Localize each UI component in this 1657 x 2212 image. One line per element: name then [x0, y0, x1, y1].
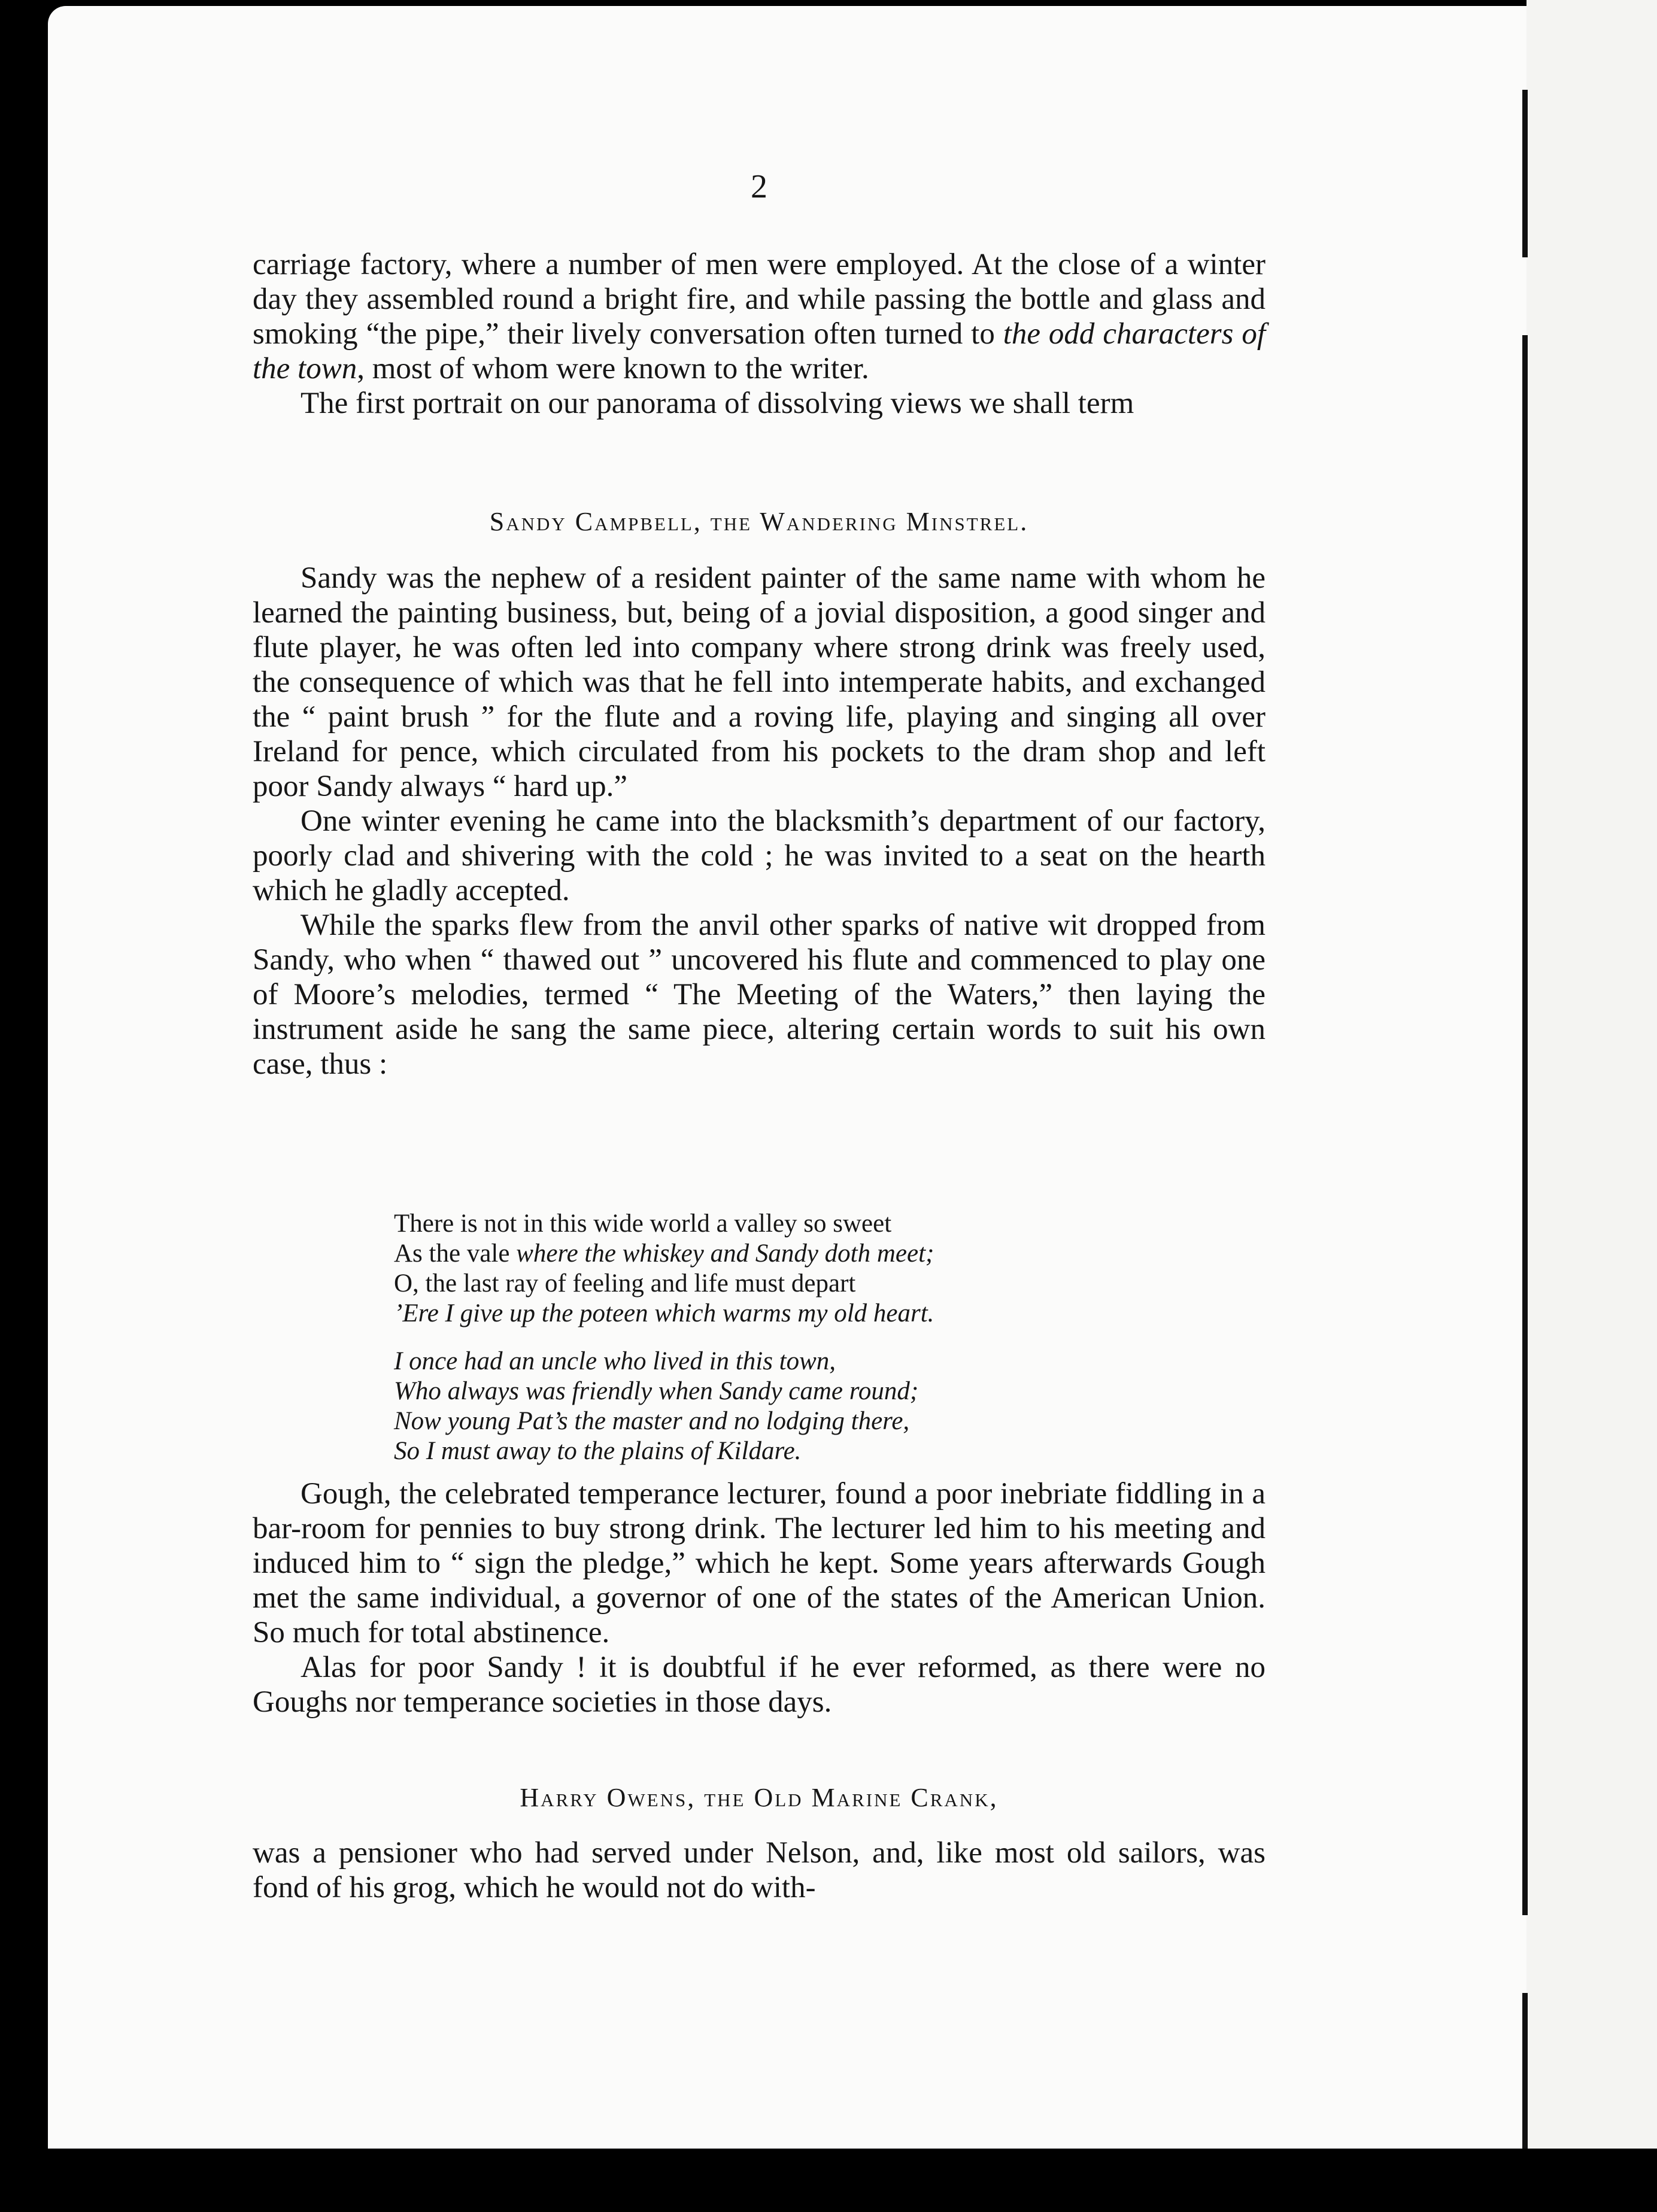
binding-edge	[1522, 335, 1528, 958]
verse-line	[394, 1239, 1232, 1269]
verse-stanza-1	[394, 1209, 1232, 1329]
verse-line: Who always was friendly when Sandy came round;	[394, 1377, 919, 1405]
paragraph-intro	[253, 247, 1265, 421]
verse-line: So I must away to the plains of Kildare.	[394, 1437, 802, 1465]
verse-line: I once had an uncle who lived in this town,	[394, 1347, 836, 1375]
verse-line: O, the last ray of feeling and life must depart	[394, 1269, 856, 1298]
paragraph-sandy-nephew: Sandy was the nephew of a resident painter of the same name with whom he learned the painting business, but, being of a jovial disposition, a good singer and flute player, he was often led into company where strong drink was freely used, the consequence of which was that he fell into intemperate habits, and exchanged the “ paint brush ” for the flute and a roving life, playing and singing all over Ireland for pence, which circulated from his pockets to the dram shop and left poor Sandy always “ hard up.”	[253, 561, 1265, 803]
scan-bottom-border	[0, 2149, 1657, 2212]
paragraph-text: , most of whom were known to the writer.	[357, 352, 869, 385]
paragraph-alas: Alas for poor Sandy ! it is doubtful if he ever reformed, as there were no Goughs nor temperance societies in those days.	[253, 1651, 1265, 1719]
verse-text: As the vale	[394, 1239, 517, 1268]
verse-line: ’Ere I give up the poteen which warms my old heart.	[394, 1299, 934, 1327]
italic-phrase: the odd characters of the town	[253, 317, 1265, 385]
paragraph-pensioner: was a pensioner who had served under Nelson, and, like most old sailors, was fond of his grog, which he would not do with-	[253, 1836, 1265, 1904]
paragraph-group-sandy	[253, 561, 1265, 1081]
page-number: 2	[751, 168, 767, 205]
binding-edge	[1522, 1993, 1528, 2149]
verse-italic: where the whiskey and Sandy doth meet;	[516, 1239, 934, 1268]
paragraph-portrait: The first portrait on our panorama of dissolving views we shall term	[301, 387, 1134, 420]
verse-stanza-2	[394, 1347, 1232, 1466]
section-heading-sandy: Sandy Campbell, the Wandering Minstrel.	[489, 507, 1029, 536]
paragraph-gough: Gough, the celebrated temperance lecturer, found a poor inebriate fiddling in a bar-room for pennies to buy strong drink. The lecturer led him to his meeting and induced him to “ sign the pledge,” which he kept. Some years afterwards Gough met the same individual, a governor of one of the states of the American Union. So much for total abstinence.	[253, 1477, 1265, 1649]
paragraph-winter-evening: One winter evening he came into the blacksmith’s department of our factory, poorly clad and shivering with the cold ; he was invited to a seat on the hearth which he gladly accepted.	[253, 804, 1265, 907]
paragraph-group-harry	[253, 1836, 1265, 1905]
scan-margin-strip	[1526, 0, 1657, 2212]
paragraph-text: carriage factory, where a number of men were employed. At the close of a winter day they assembled round a bright fire, and while passing the bottle and glass and smoking “the pipe,” their lively conversation often turned to	[253, 248, 1265, 351]
verse-line: There is not in this wide world a valley so sweet	[394, 1210, 892, 1238]
binding-edge	[1522, 1604, 1528, 1915]
paragraph-group-gough	[253, 1476, 1265, 1719]
paragraph-sparks: While the sparks flew from the anvil other sparks of native wit dropped from Sandy, who when “ thawed out ” uncovered his flute and commenced to play one of Moore’s melodies, termed “ The Meeting of the Waters,” then laying the instrument aside he sang the same piece, altering certain words to suit his own case, thus :	[253, 908, 1265, 1081]
section-heading-harry: Harry Owens, the Old Marine Crank,	[520, 1783, 999, 1812]
binding-edge	[1522, 90, 1528, 257]
verse-line: Now young Pat’s the master and no lodging there,	[394, 1407, 910, 1435]
binding-edge	[1522, 958, 1528, 1604]
